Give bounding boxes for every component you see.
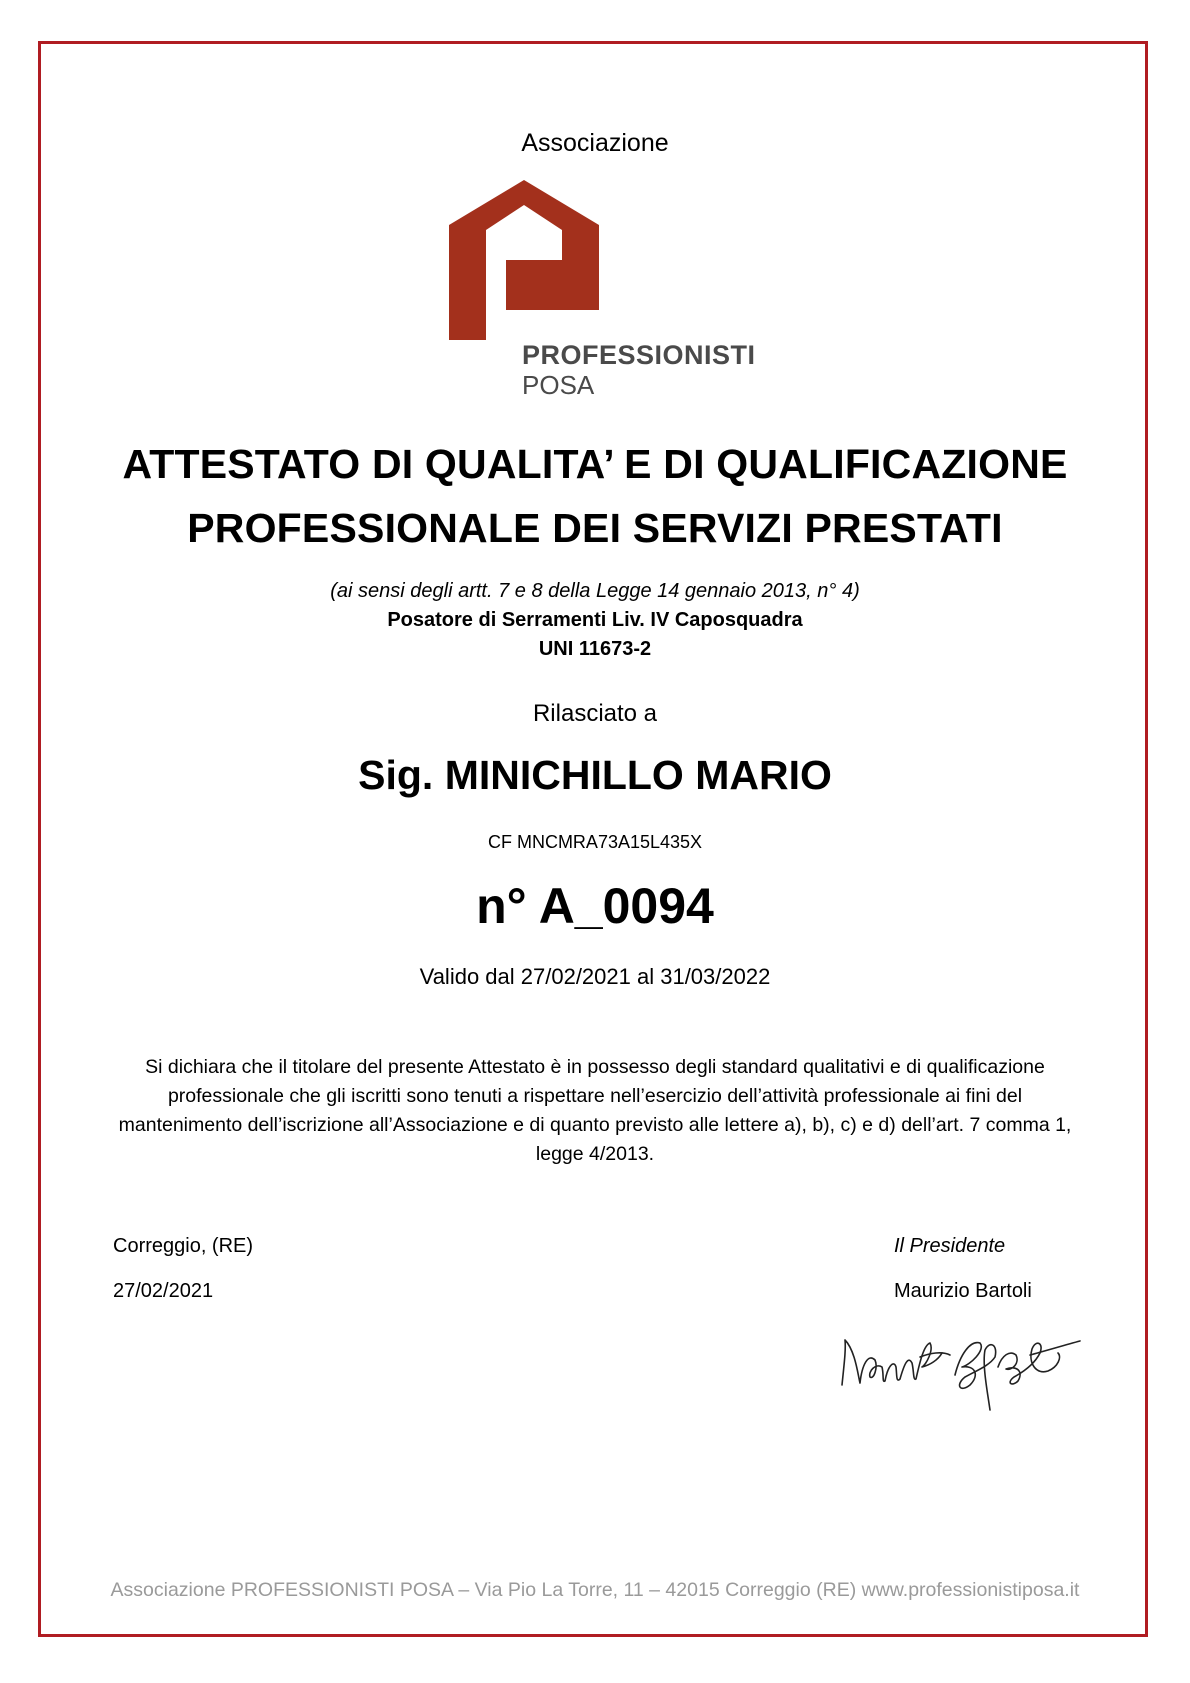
- house-p-logo-icon: [449, 180, 599, 340]
- president-name: Maurizio Bartoli: [894, 1280, 1032, 1302]
- certificate-number: n° A_0094: [476, 878, 714, 934]
- issued-to-label: Rilasciato a: [532, 700, 658, 727]
- signature-icon: [830, 1305, 1100, 1415]
- issuance-place: Correggio, (RE): [113, 1235, 254, 1257]
- law-reference: (ai sensi degli artt. 7 e 8 della Legge 14 gennaio 2013, n° 4): [330, 580, 860, 602]
- footer-address: Associazione PROFESSIONISTI POSA – Via Pio La Torre, 11 – 42015 Correggio (RE) www.professionistiposa.it: [110, 1579, 1080, 1601]
- issuance-date: 27/02/2021: [113, 1280, 214, 1302]
- association-label: Associazione: [521, 129, 669, 157]
- logo-text-posa: POSA: [522, 370, 595, 400]
- holder-name: Sig. MINICHILLO MARIO: [358, 752, 832, 798]
- certificate-title-line1: ATTESTATO DI QUALITA’ E DI QUALIFICAZIONE: [122, 441, 1068, 487]
- association-logo: [449, 180, 756, 400]
- standard-code: UNI 11673-2: [538, 638, 652, 660]
- certificate-title-line2: PROFESSIONALE DEI SERVIZI PRESTATI: [187, 505, 1003, 551]
- tax-code: CF MNCMRA73A15L435X: [487, 832, 703, 852]
- president-title: Il Presidente: [894, 1235, 1006, 1257]
- professional-role: Posatore di Serramenti Liv. IV Caposquadra: [387, 609, 803, 631]
- logo-text-professionisti: PROFESSIONISTI: [522, 340, 756, 370]
- declaration-text: Si dichiara che il titolare del presente Attestato è in possesso degli standard qualitativi e di qualificazione professionale che gli iscritti sono tenuti a rispettare nell’esercizio dell’attività professionale ai fini del mantenimento dell’iscrizione all’Associazione e di quanto previsto alle lettere a), b), c) e d) dell’art. 7 comma 1, legge 4/2013.: [118, 1056, 1072, 1165]
- validity-period: Valido dal 27/02/2021 al 31/03/2022: [419, 964, 771, 989]
